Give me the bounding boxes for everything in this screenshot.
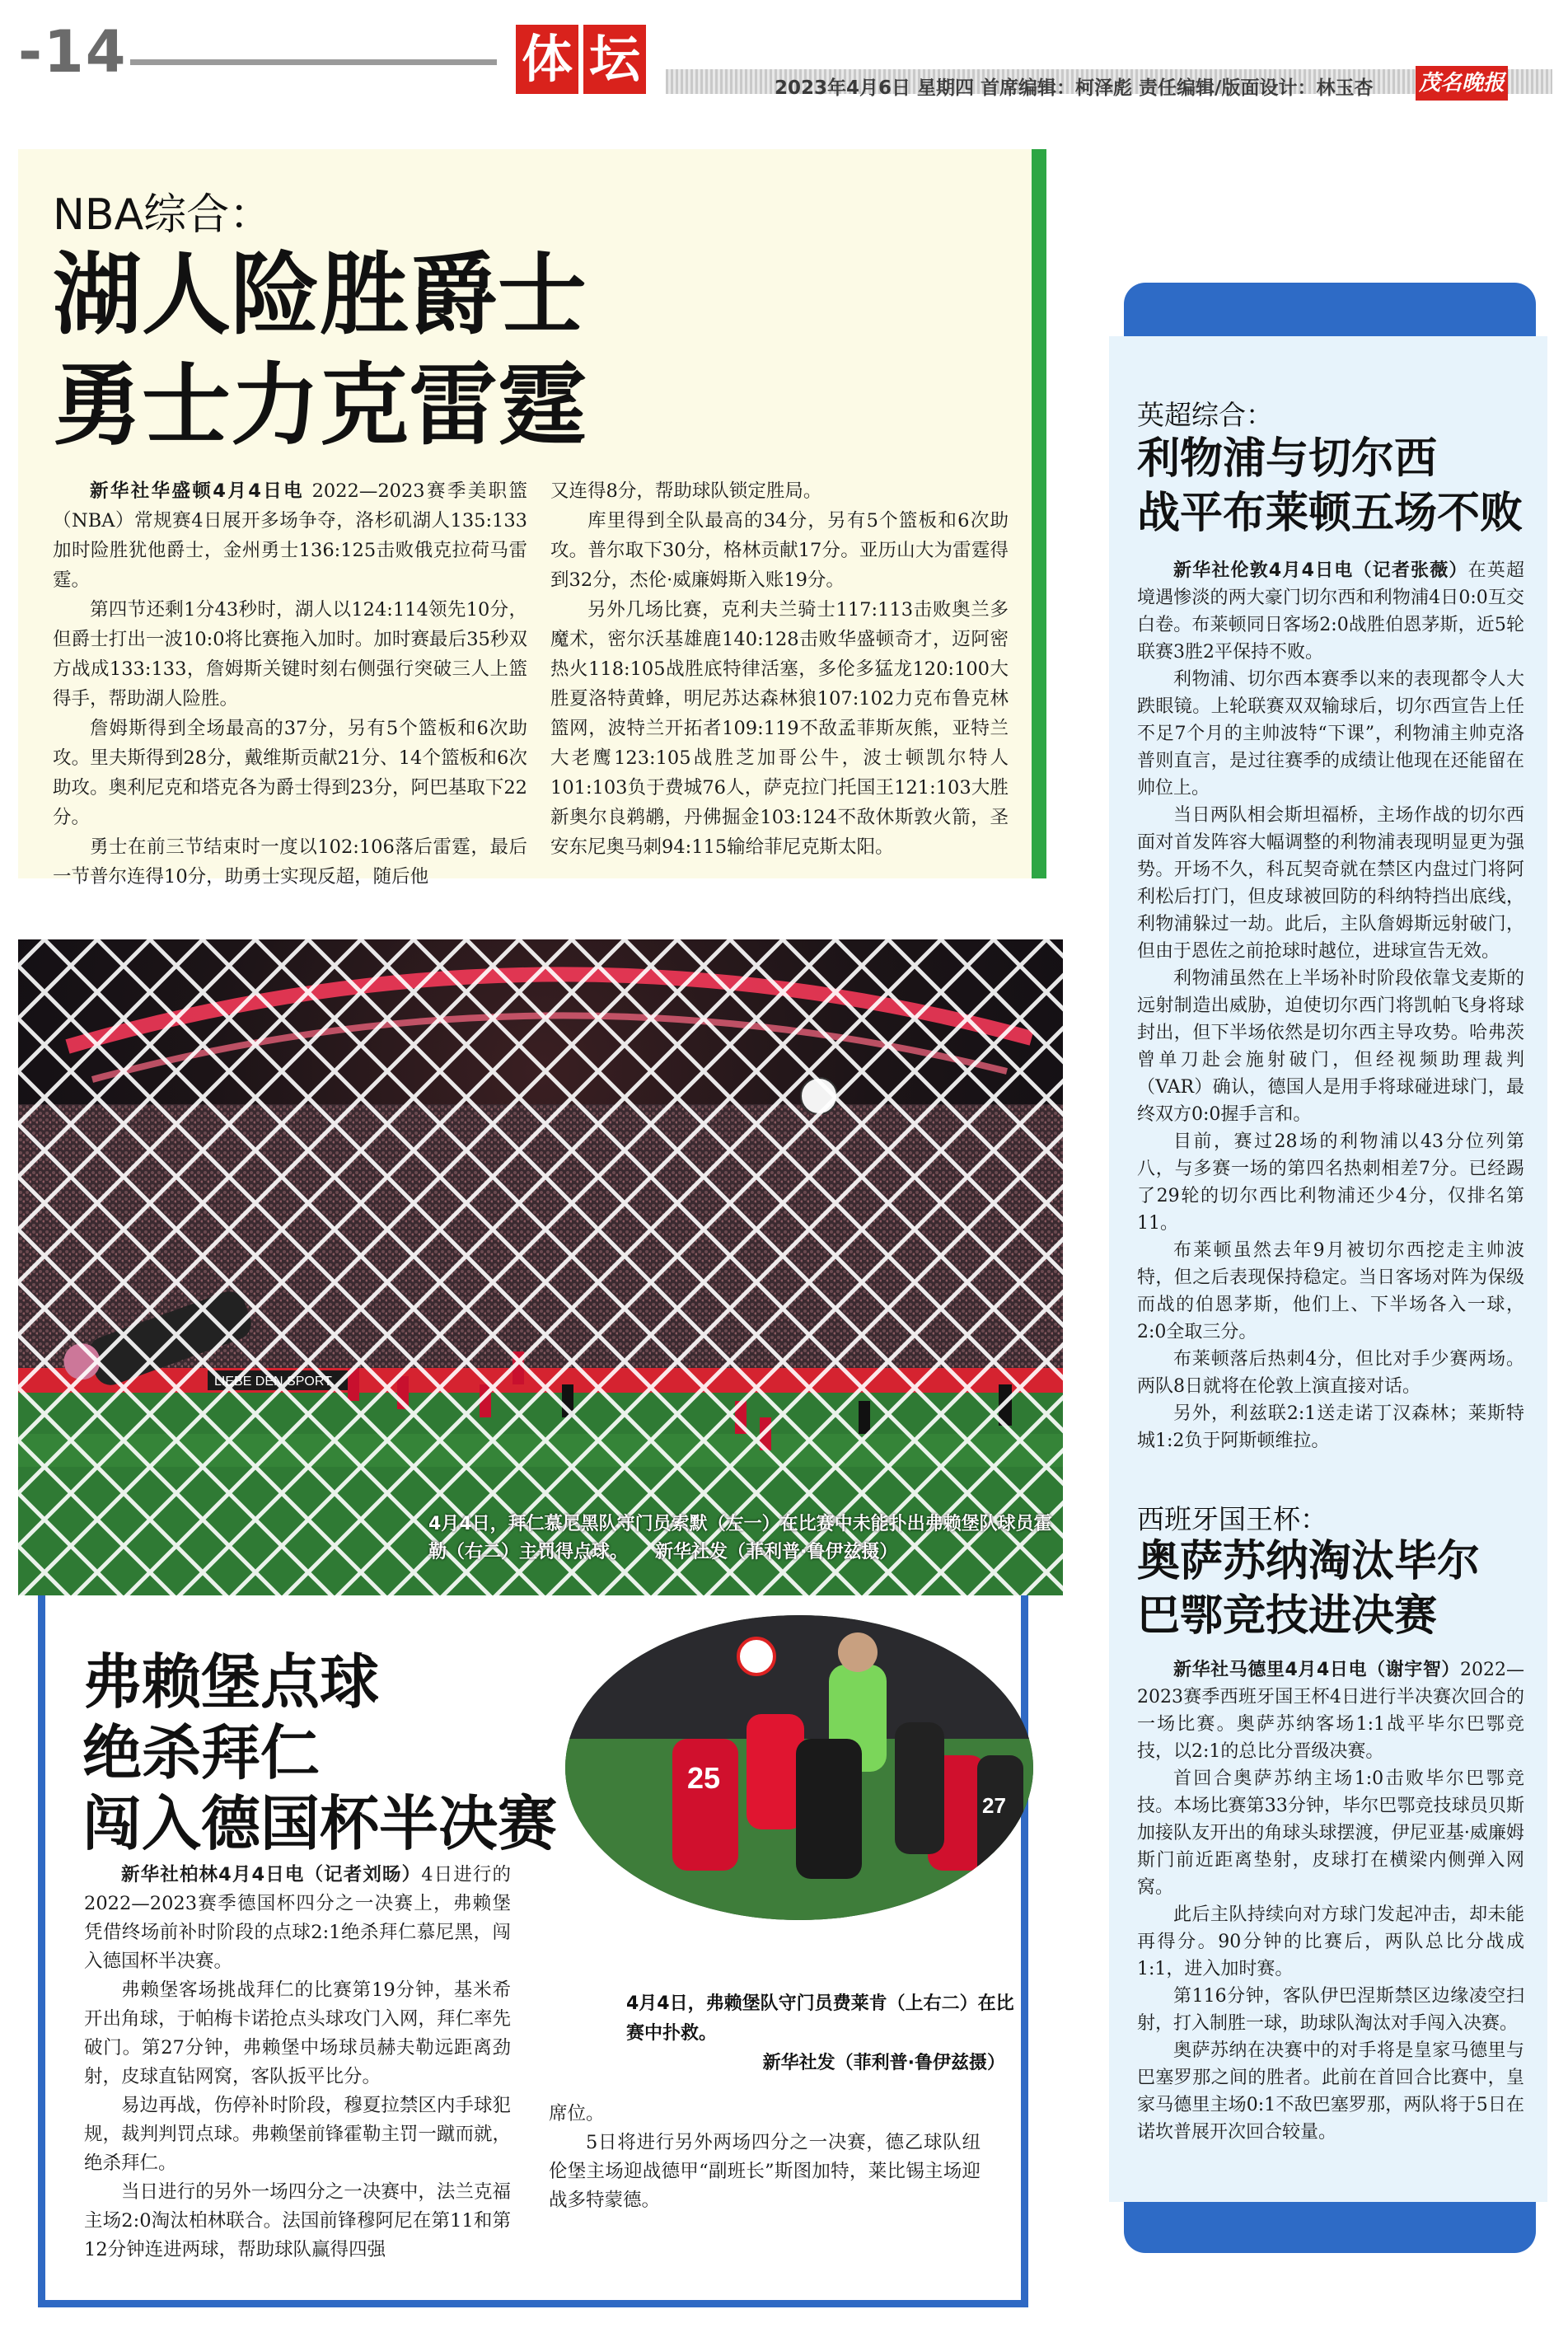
stadium-illustration	[18, 939, 1063, 1595]
page-number: -14	[18, 18, 128, 86]
nba-dateline: 新华社华盛顿4月4日电	[90, 480, 305, 502]
nba-paragraph: 库里得到全队最高的34分，另有5个篮板和6次助攻。普尔取下30分，格林贡献17分。亚历山大为雷霆得到32分，杰伦·威廉姆斯入账19分。	[550, 510, 1009, 591]
bayern-freiburg-penalty-photo	[18, 939, 1063, 1595]
nba-headline: 湖人险胜爵士 勇士力克雷霆	[53, 244, 587, 457]
nba-paragraph: 2022—2023赛季美职篮（NBA）常规赛4日展开多场争夺，洛杉矶湖人135:133加时险胜犹他爵士，金州勇士136:125击败俄克拉荷马雷霆。	[53, 480, 527, 591]
freiburg-paragraph: 5日将进行另外两场四分之一决赛，德乙球队纽伦堡主场迎战德甲“副班长”斯图加特，莱比锡主场迎战多特蒙德。	[549, 2132, 981, 2211]
jersey-number: 27	[982, 1793, 1006, 1818]
nba-paragraph: 第四节还剩1分43秒时，湖人以124:114领先10分，但爵士打出一波10:0将比赛拖入加时。加时赛最后35秒双方战成133:133，詹姆斯关键时刻右侧强行突破三人上篮得手，帮助湖人险胜。	[53, 599, 527, 710]
nba-paragraph: 又连得8分，帮助球队锁定胜局。	[550, 480, 822, 502]
freiburg-paragraph: 易边再战，伤停补时阶段，穆夏拉禁区内手球犯规，裁判判罚点球。弗赖堡前锋霍勒主罚一蹴而就，绝杀拜仁。	[84, 2095, 511, 2174]
copa-paragraph: 第116分钟，客队伊巴涅斯禁区边缘凌空扫射，打入制胜一球，助球队淘汰对手闯入决赛。	[1137, 1986, 1524, 2034]
epl-dateline: 新华社伦敦4月4日电（记者张薇）	[1173, 560, 1468, 581]
jersey-number: 25	[687, 1761, 721, 1795]
nba-column-1	[53, 476, 527, 892]
copa-paragraph: 2022—2023赛季西班牙国王杯4日进行半决赛次回合的一场比赛。奥萨苏纳客场1:1战平毕尔巴鄂竞技，以2:1的总比分晋级决赛。	[1137, 1660, 1524, 1762]
freiburg-headline: 弗赖堡点球 绝杀拜仁 闯入德国杯半决赛	[82, 1647, 558, 1858]
epl-paragraph: 利物浦、切尔西本赛季以来的表现都令人大跌眼镜。上轮联赛双双输球后，切尔西宣告上任不足7个月的主帅波特“下课”，利物浦主帅克洛普则直言，是过往赛季的成绩让他现在还能留在帅位上。	[1137, 669, 1524, 799]
nba-paragraph: 詹姆斯得到全场最高的37分，另有5个篮板和6次助攻。里夫斯得到28分，戴维斯贡献21分、14个篮板和6次助攻。奥利尼克和塔克各为爵士得到23分，阿巴基取下22分。	[53, 718, 527, 828]
copa-paragraph: 奥萨苏纳在决赛中的对手将是皇家马德里与巴塞罗那之间的胜者。此前在首回合比赛中，皇家马德里主场0:1不敌巴塞罗那，两队将于5日在诺坎普展开次回合较量。	[1137, 2040, 1524, 2143]
epl-paragraph: 在英超境遇惨淡的两大豪门切尔西和利物浦4日0:0互交白卷。布莱顿同日客场2:0战胜伯恩茅斯，近5轮联赛3胜2平保持不败。	[1137, 560, 1524, 663]
epl-paragraph: 布莱顿落后热刺4分，但比对手少赛两场。两队8日就将在伦敦上演直接对话。	[1137, 1349, 1524, 1397]
nba-kicker: NBA综合：	[53, 190, 273, 240]
right-column-bottom-cap	[1124, 2202, 1536, 2253]
copa-headline: 奥萨苏纳淘汰毕尔 巴鄂竞技进决赛	[1137, 1537, 1481, 1641]
photo1-caption: 4月4日，拜仁慕尼黑队守门员索默（左一）在比赛中未能扑出弗赖堡队球员霍勒（右二）主罚得点球。 新华社发（菲利普·鲁伊兹摄）	[428, 1514, 1052, 1562]
epl-headline: 利物浦与切尔西 战平布莱顿五场不败	[1137, 434, 1524, 538]
nba-column-2	[550, 476, 1009, 862]
freiburg-paragraph: 席位。	[549, 2103, 605, 2124]
photo2-caption	[626, 1989, 1022, 2078]
epl-body	[1137, 557, 1524, 1454]
freiburg-paragraph: 弗赖堡客场挑战拜仁的比赛第19分钟，基米希开出角球，于帕梅卡诺抢点头球攻门入网，拜仁率先破门。第27分钟，弗赖堡中场球员赫夫勒远距离劲射，皮球直钻网窝，客队扳平比分。	[84, 1979, 511, 2087]
right-column-top-cap	[1124, 283, 1536, 336]
section-badge-char-2: 坛	[583, 25, 646, 94]
freiburg-paragraph: 当日进行的另外一场四分之一决赛中，法兰克福主场2:0淘汰柏林联合。法国前锋穆阿尼在第11和第12分钟连进两球，帮助球队赢得四强	[84, 2181, 511, 2260]
copa-kicker: 西班牙国王杯：	[1137, 1503, 1327, 1535]
copa-paragraph: 首回合奥萨苏纳主场1:0击败毕尔巴鄂竞技。本场比赛第33分钟，毕尔巴鄂竞技球员贝斯加接队友开出的角球头球摆渡，伊尼亚基·威廉姆斯门前近距离垫射，皮球打在横梁内侧弹入网窝。	[1137, 1768, 1524, 1898]
photo2-caption-line: 4月4日，弗赖堡队守门员费莱肯（上右二）在比赛中扑救。	[626, 1993, 1014, 2044]
freiburg-dateline: 新华社柏林4月4日电（记者刘旸）	[121, 1864, 422, 1885]
freiburg-keeper-photo	[565, 1615, 1033, 1920]
epl-paragraph: 另外，利兹联2:1送走诺丁汉森林；莱斯特城1:2负于阿斯顿维拉。	[1137, 1403, 1524, 1451]
photo2-credit: 新华社发（菲利普·鲁伊兹摄）	[762, 2053, 1005, 2073]
freiburg-column-2	[549, 2100, 981, 2215]
epl-paragraph: 布莱顿虽然去年9月被切尔西挖走主帅波特，但之后表现保持稳定。当日客场对阵为保级而战的伯恩茅斯，他们上、下半场各入一球，2:0全取三分。	[1137, 1240, 1524, 1342]
header-rule	[130, 59, 497, 65]
header-info-text: 2023年4月6日 星期四 首席编辑：柯泽彪 责任编辑/版面设计：林玉杏	[775, 77, 1374, 99]
copa-dateline: 新华社马德里4月4日电（谢宇智）	[1173, 1660, 1460, 1680]
epl-paragraph: 目前，赛过28场的利物浦以43分位列第八，与多赛一场的第四名热刺相差7分。已经踢了29轮的切尔西比利物浦还少4分，仅排名第11。	[1137, 1131, 1524, 1234]
copa-body	[1137, 1656, 1524, 2146]
nba-paragraph: 另外几场比赛，克利夫兰骑士117:113击败奥兰多魔术，密尔沃基雄鹿140:128击败华盛顿奇才，迈阿密热火118:105战胜底特律活塞，多伦多猛龙120:100大胜夏洛特黄蜂，明尼苏达森林狼107:102力克布鲁克林篮网，波特兰开拓者109:119不敌孟菲斯灰熊，亚特兰大老鹰123:105战胜芝加哥公牛，波士顿凯尔特人101:103负于费城76人，萨克拉门托国王121:103大胜新奥尔良鹈鹕，丹佛掘金103:124不敌休斯敦火箭，圣安东尼奥马刺94:115输给菲尼克斯太阳。	[550, 599, 1009, 858]
freiburg-column-1	[84, 1861, 511, 2265]
section-badge-char-1: 体	[516, 25, 578, 94]
epl-kicker: 英超综合：	[1137, 399, 1273, 431]
nba-paragraph: 勇士在前三节结束时一度以102:106落后雷霆，最后一节普尔连得10分，助勇士实现反超，随后他	[53, 836, 527, 888]
newspaper-logo: 茂名晚报	[1416, 66, 1508, 101]
freiburg-paragraph: 4日进行的2022—2023赛季德国杯四分之一决赛上，弗赖堡凭借终场前补时阶段的点球2:1绝杀拜仁慕尼黑，闯入德国杯半决赛。	[84, 1864, 511, 1972]
epl-paragraph: 利物浦虽然在上半场补时阶段依靠戈麦斯的远射制造出威胁，迫使切尔西门将凯帕飞身将球封出，但下半场依然是切尔西主导攻势。哈弗茨曾单刀赴会施射破门，但经视频助理裁判（VAR）确认，德国人是用手将球碰进球门，最终双方0:0握手言和。	[1137, 968, 1524, 1125]
goalmouth-illustration	[565, 1615, 1033, 1920]
copa-paragraph: 此后主队持续向对方球门发起冲击，却未能再得分。90分钟的比赛后，两队总比分战成1:1，进入加时赛。	[1137, 1904, 1524, 1979]
epl-paragraph: 当日两队相会斯坦福桥，主场作战的切尔西面对首发阵容大幅调整的利物浦表现明显更为强势。开场不久，科瓦契奇就在禁区内盘过门将阿利松后打门，但皮球被回防的科纳特挡出底线，利物浦躲过一劫。此后，主队詹姆斯远射破门，但由于恩佐之前抢球时越位，进球宣告无效。	[1137, 805, 1524, 962]
